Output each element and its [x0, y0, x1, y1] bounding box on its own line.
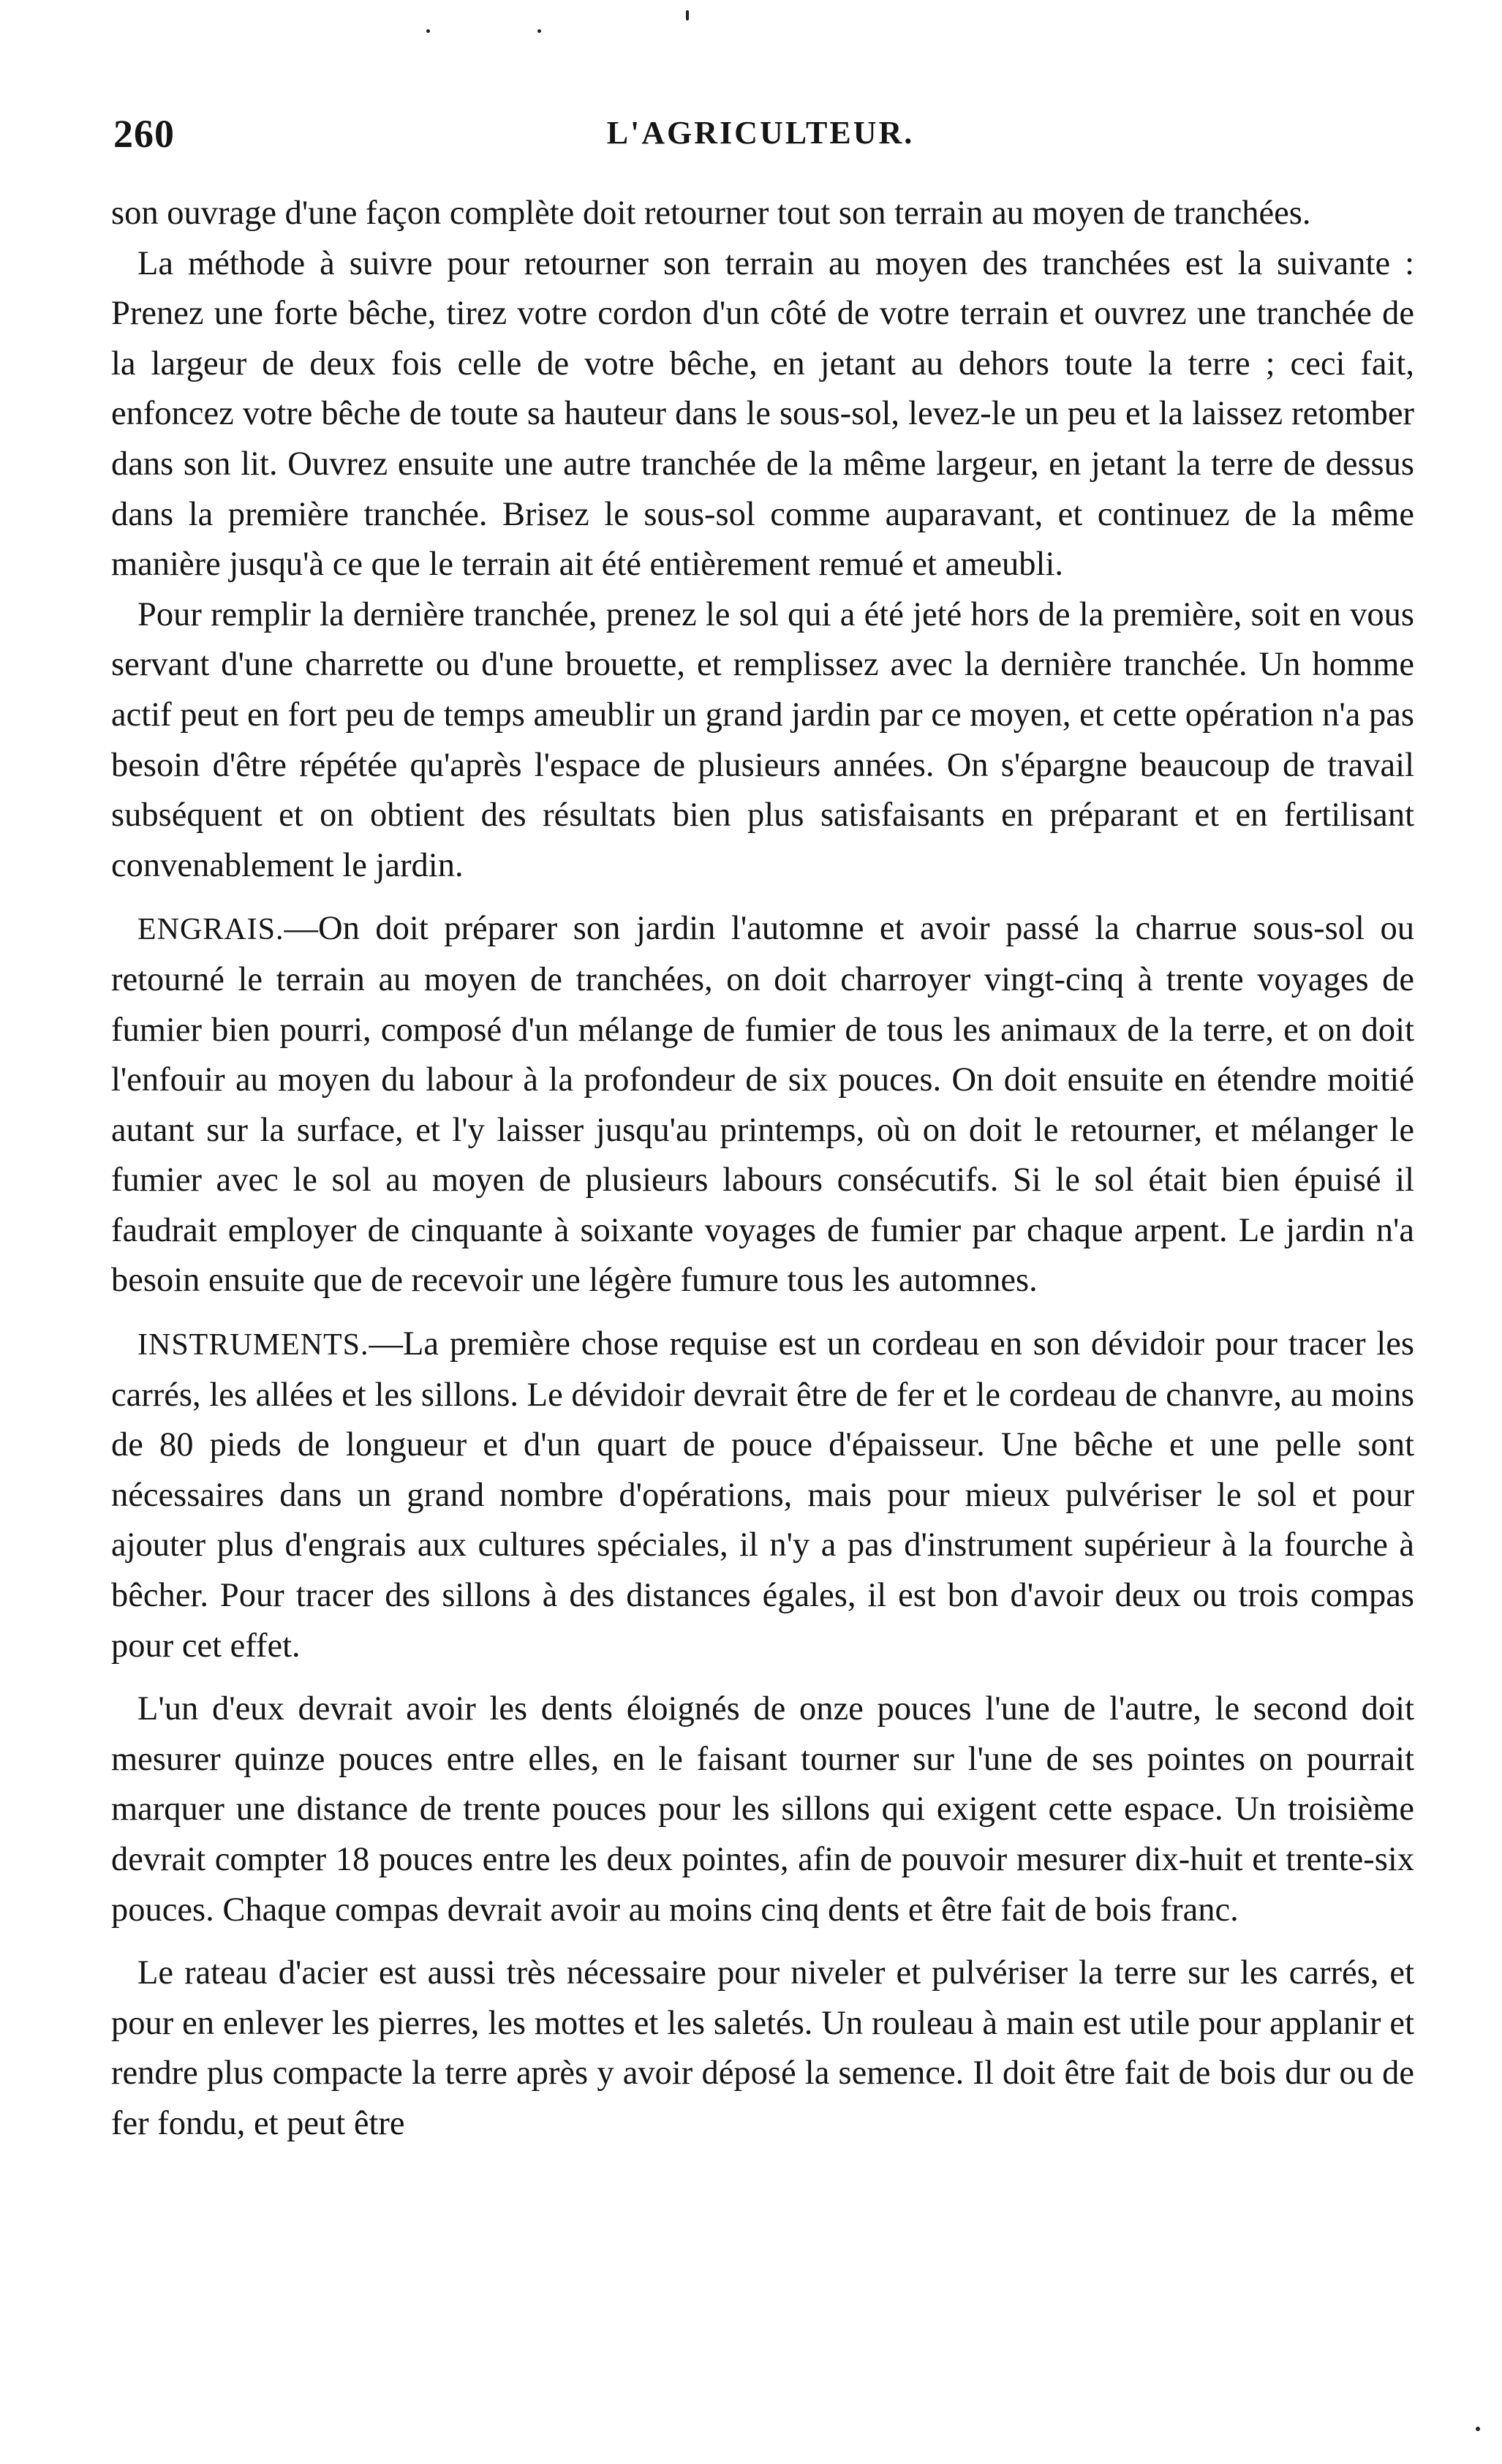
- paragraph-compas: [111, 1684, 1414, 1935]
- paragraph-text: L'un d'eux devrait avoir les dents éloignés de onze pouces l'une de l'autre, le second doit mesurer quinze pouces entre elles, en le faisant tourner sur l'une de ses pointes on pourrait marquer une distance de trente pouces pour les sillons qui exigent cette espace. Un troisième devrait compter 18 pouces entre les deux pointes, afin de pouvoir mesurer dix-huit et trente-six pouces. Chaque compas devrait avoir au moins cinq dents et être fait de bois franc.: [111, 1690, 1414, 1929]
- print-speck: [537, 29, 541, 33]
- paragraph-text: Le rateau d'acier est aussi très nécessaire pour niveler et pulvériser la terre sur les carrés, et pour en enlever les pierres, les mottes et les saletés. Un rouleau à main est utile pour applanir et rendre plus compacte la terre après y avoir déposé la semence. Il doit être fait de bois dur ou de fer fondu, et peut être: [111, 1954, 1414, 2142]
- paragraph-text: Pour remplir la dernière tranchée, prenez le sol qui a été jeté hors de la première, soit en vous servant d'une charrette ou d'une brouette, et remplissez avec la dernière tranchée. Un homme actif peut en fort peu de temps ameublir un grand jardin par ce moyen, et cette opération n'a pas besoin d'être répétée qu'après l'espace de plusieurs années. On s'épargne beaucoup de travail subséquent et on obtient des résultats bien plus satisfaisants en préparant et en fertilisant convenablement le jardin.: [111, 595, 1414, 884]
- paragraph-last-trench: [111, 590, 1414, 892]
- paragraph-rateau: [111, 1948, 1414, 2149]
- print-speck: [686, 10, 689, 20]
- section-heading-instruments: INSTRUMENTS.: [137, 1328, 369, 1363]
- print-speck: [1476, 2427, 1480, 2431]
- print-speck: [426, 29, 430, 33]
- paragraph-engrais: [111, 904, 1414, 1306]
- paragraph-text: —La première chose requise est un cordeau en son dévidoir pour tracer les carrés, les allées et les sillons. Le dévidoir devrait être de fer et le cordeau de chanvre, au moins de 80 pieds de longueur et d'un quart de pouce d'épaisseur. Une bêche et une pelle sont nécessaires dans un grand nombre d'opérations, mais pour mieux pulvériser le sol et pour ajouter plus d'engrais aux cultures spéciales, il n'y a pas d'instrument supérieur à la fourche à bêcher. Pour tracer des sillons à des distances égales, il est bon d'avoir deux ou trois compas pour cet effet.: [111, 1325, 1414, 1665]
- running-head: L'AGRICULTEUR.: [606, 115, 915, 151]
- page-number: 260: [113, 112, 175, 156]
- paragraph-text: son ouvrage d'une façon complète doit retourner tout son terrain au moyen de tranchées.: [111, 195, 1311, 232]
- body-text: [111, 189, 1414, 2150]
- paragraph-instruments: [111, 1319, 1414, 1671]
- paragraph-text: —On doit préparer son jardin l'automne et avoir passé la charrue sous-sol ou retourné le terrain au moyen de tranchées, on doit charroyer vingt-cinq à trente voyages de fumier bien pourri, composé d'un mélange de fumier de tous les animaux de la terre, et on doit l'enfouir au moyen du labour à la profondeur de six pouces. On doit ensuite en étendre moitié autant sur la surface, et l'y laisser jusqu'au printemps, où on doit le retourner, et mélanger le fumier avec le sol au moyen de plusieurs labours consécutifs. Si le sol était bien épuisé il faudrait employer de cinquante à soixante voyages de fumier par chaque arpent. Le jardin n'a besoin ensuite que de recevoir une légère fumure tous les automnes.: [111, 910, 1414, 1300]
- paragraph-method: [111, 239, 1414, 590]
- paragraph-continuation: [111, 189, 1414, 239]
- page-header: [113, 111, 1408, 162]
- section-heading-engrais: ENGRAIS.: [137, 913, 284, 947]
- paragraph-text: La méthode à suivre pour retourner son terrain au moyen des tranchées est la suivante : Prenez une forte bêche, tirez votre cordon d'un côté de votre terrain et ouvrez une tranchée de la largeur de deux fois celle de votre bêche, en jetant au dehors toute la terre ; ceci fait, enfoncez votre bêche de toute sa hauteur dans le sous-sol, levez-le un peu et la laissez retomber dans son lit. Ouvrez ensuite une autre tranchée de la même largeur, en jetant la terre de dessus dans la première tranchée. Brisez le sous-sol comme auparavant, et continuez de la même manière jusqu'à ce que le terrain ait été entièrement remué et ameubli.: [111, 244, 1414, 584]
